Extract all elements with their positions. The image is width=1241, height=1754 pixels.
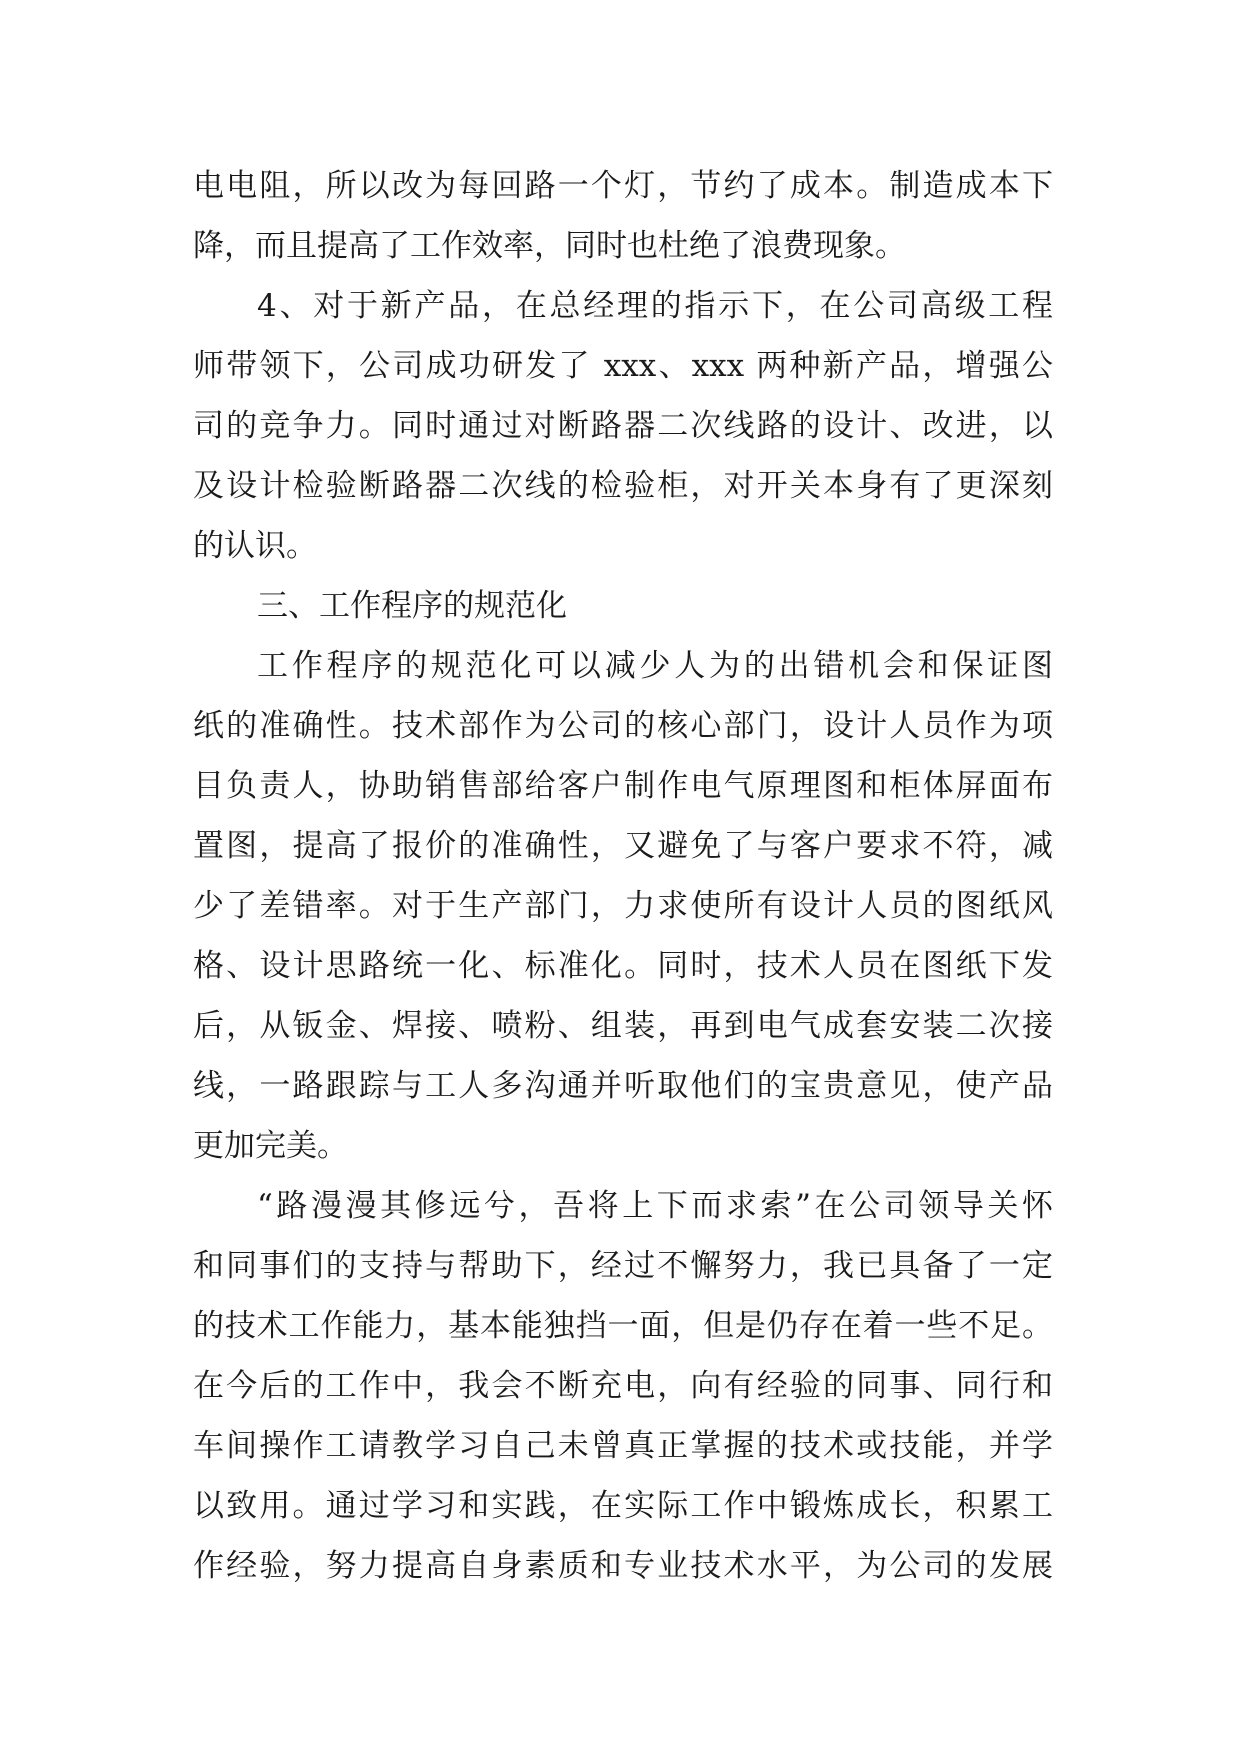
section-heading: 三、工作程序的规范化: [257, 588, 567, 624]
text-line: 置图，提高了报价的准确性，又避免了与客户要求不符，减: [193, 828, 1053, 864]
text-line: 在今后的工作中，我会不断充电，向有经验的同事、同行和: [193, 1368, 1053, 1404]
text-line: 作经验，努力提高自身素质和专业技术水平，为公司的发展: [193, 1548, 1053, 1584]
text-line: 及设计检验断路器二次线的检验柜，对开关本身有了更深刻: [193, 468, 1053, 504]
text-line: 师带领下，公司成功研发了 xxx、xxx 两种新产品，增强公: [193, 348, 1053, 384]
text-line: 和同事们的支持与帮助下，经过不懈努力，我已具备了一定: [193, 1248, 1053, 1284]
text-line: 少了差错率。对于生产部门，力求使所有设计人员的图纸风: [193, 888, 1053, 924]
text-line: 的技术工作能力，基本能独挡一面，但是仍存在着一些不足。: [193, 1308, 1053, 1344]
text-line: 车间操作工请教学习自己未曾真正掌握的技术或技能，并学: [193, 1428, 1053, 1464]
text-line: 司的竞争力。同时通过对断路器二次线路的设计、改进，以: [193, 408, 1053, 444]
paragraph-start-line: 工作程序的规范化可以减少人为的出错机会和保证图: [257, 648, 1053, 684]
text-line: 线，一路跟踪与工人多沟通并听取他们的宝贵意见，使产品: [193, 1068, 1053, 1104]
paragraph-start-line: “路漫漫其修远兮，吾将上下而求索”在公司领导关怀: [257, 1188, 1053, 1224]
text-line: 目负责人，协助销售部给客户制作电气原理图和柜体屏面布: [193, 768, 1053, 804]
text-line: 纸的准确性。技术部作为公司的核心部门，设计人员作为项: [193, 708, 1053, 744]
text-line: 后，从钣金、焊接、喷粉、组装，再到电气成套安装二次接: [193, 1008, 1053, 1044]
text-line: 更加完美。: [193, 1128, 348, 1164]
text-line: 以致用。通过学习和实践，在实际工作中锻炼成长，积累工: [193, 1488, 1053, 1524]
text-line: 电电阻，所以改为每回路一个灯，节约了成本。制造成本下: [193, 168, 1053, 204]
paragraph-start-line: 4、对于新产品，在总经理的指示下，在公司高级工程: [257, 288, 1053, 324]
text-line: 的认识。: [193, 528, 317, 564]
text-line: 降，而且提高了工作效率，同时也杜绝了浪费现象。: [193, 228, 906, 264]
text-line: 格、设计思路统一化、标准化。同时，技术人员在图纸下发: [193, 948, 1053, 984]
